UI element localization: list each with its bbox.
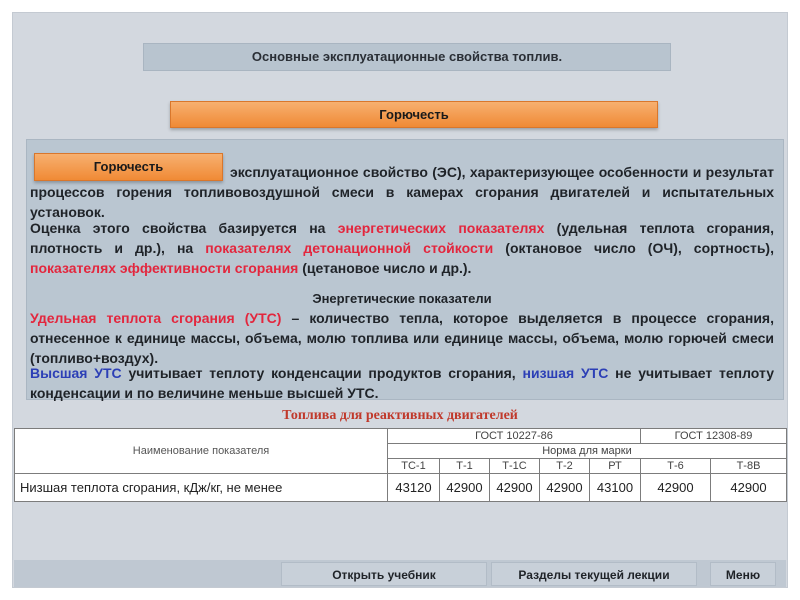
gost-header-2: ГОСТ 12308-89 xyxy=(641,429,787,444)
value-cell: 43100 xyxy=(590,474,641,502)
grade-header: Т-1С xyxy=(490,459,540,474)
name-header: Наименование показателя xyxy=(15,429,388,474)
value-cell: 42900 xyxy=(711,474,787,502)
value-cell: 42900 xyxy=(490,474,540,502)
norm-header: Норма для марки xyxy=(388,444,787,459)
text: – количество тепла, которое выделяется в процессе сгорания, отнесенное к единице массы, объема, молю топлива или единице массы, объема, молю горючей смеси (топливо+воздух). xyxy=(30,310,774,366)
grade-header: РТ xyxy=(590,459,641,474)
link-combustion-efficiency[interactable]: показателях эффективности сгорания xyxy=(30,260,299,276)
value-cell: 42900 xyxy=(641,474,711,502)
definition-paragraph: эксплуатационное свойство (ЭС), характеризующее особенности и результат процессов горения топливовоздушной смеси в камерах сгорания двигателей и испытательных установок. xyxy=(30,164,774,220)
value-cell: 42900 xyxy=(540,474,590,502)
higher-lower-paragraph xyxy=(30,363,774,403)
grade-header: Т-6 xyxy=(641,459,711,474)
section-tab-flammability[interactable]: Горючесть xyxy=(170,101,658,128)
menu-button[interactable]: Меню xyxy=(710,562,776,586)
lecture-sections-button[interactable]: Разделы текущей лекции xyxy=(491,562,697,586)
energy-heading: Энергетические показатели xyxy=(312,291,492,306)
assessment-paragraph xyxy=(30,218,774,278)
link-detonation-resistance[interactable]: показателях детонационной стойкости xyxy=(205,240,494,256)
text: учитывает теплоту конденсации продуктов сгорания, xyxy=(121,365,523,381)
fuel-table xyxy=(14,428,787,502)
term-specific-heat: Удельная теплота сгорания (УТС) xyxy=(30,310,282,326)
row-label: Низшая теплота сгорания, кДж/кг, не менее xyxy=(15,474,388,502)
open-textbook-button[interactable]: Открыть учебник xyxy=(281,562,487,586)
text: Оценка этого свойства базируется на xyxy=(30,220,338,236)
text: (цетановое число и др.). xyxy=(298,260,472,276)
grade-header: Т-1 xyxy=(440,459,490,474)
term-lower-heat: низшая УТС xyxy=(522,365,609,381)
term-higher-heat: Высшая УТС xyxy=(30,365,122,381)
text: (удельная теплота сгорания, плотность и др.), на xyxy=(30,220,774,256)
table-caption: Топлива для реактивных двигателей xyxy=(282,408,518,423)
link-energy-indicators[interactable]: энергетических показателях xyxy=(337,220,545,236)
term-button-flammability[interactable]: Горючесть xyxy=(34,153,223,181)
grade-header: ТС-1 xyxy=(388,459,440,474)
text: (октановое число (ОЧ), сортность), xyxy=(493,240,774,256)
page-title: Основные эксплуатационные свойства топлив. xyxy=(143,43,671,71)
value-cell: 42900 xyxy=(440,474,490,502)
grade-header: Т-8В xyxy=(711,459,787,474)
value-cell: 43120 xyxy=(388,474,440,502)
text: не учитывает теплоту конденсации и по величине меньше высшей УТС. xyxy=(30,365,775,401)
table-row xyxy=(15,474,787,502)
grade-header: Т-2 xyxy=(540,459,590,474)
specific-heat-paragraph xyxy=(30,308,774,368)
gost-header-1: ГОСТ 10227-86 xyxy=(388,429,641,444)
